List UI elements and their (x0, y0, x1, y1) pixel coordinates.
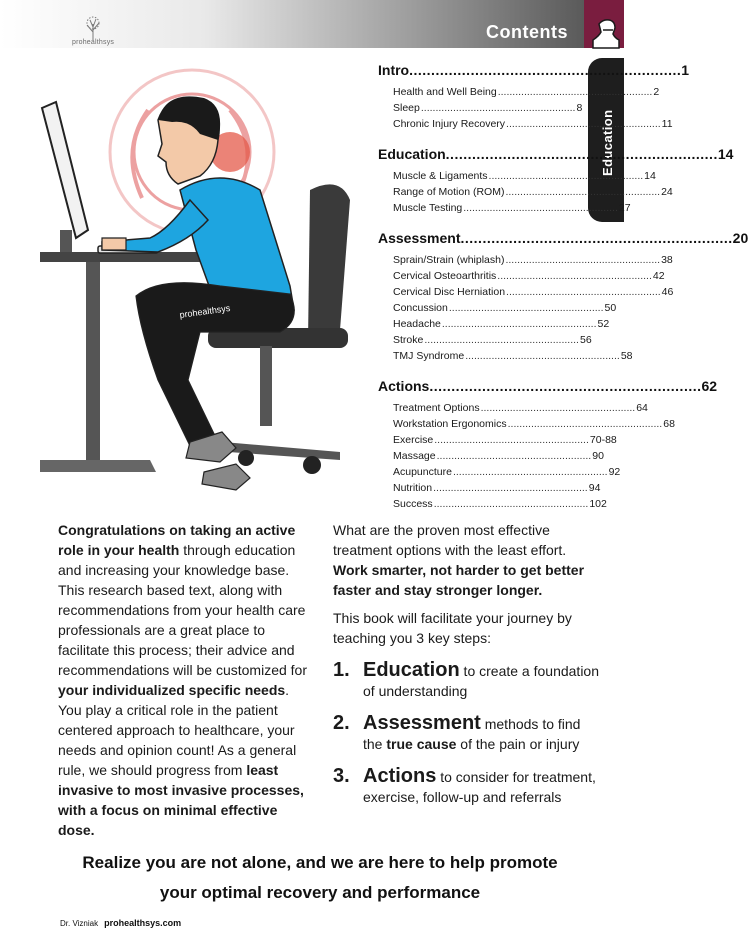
step-item-actions (333, 766, 603, 807)
closing-line-1: Realize you are not alone, and we are here to help promote (82, 853, 558, 872)
question-bold: Work smarter, not harder to get better faster and stay stronger longer. (333, 562, 585, 598)
toc-heading[interactable]: Education .............................................................. 14 (378, 146, 734, 162)
step-number: 1. (333, 659, 350, 681)
neck-profile-icon (589, 18, 621, 48)
step-text-2: of the pain or injury (456, 736, 580, 752)
table-of-contents (378, 56, 748, 520)
step-text: to consider for treatment, exercise, follow-up and referrals (363, 769, 596, 805)
closing-statement (40, 848, 600, 908)
step-bold: true cause (386, 736, 457, 752)
logo-text: prohealthsys (72, 39, 115, 46)
toc-item[interactable]: Massage ..................................................... 90 (393, 450, 604, 462)
step-item-assessment (333, 713, 603, 754)
toc-item[interactable]: Concussion ..................................................... 50 (393, 302, 617, 314)
toc-item[interactable]: Nutrition ..................................................... 94 (393, 482, 601, 494)
toc-heading[interactable]: Assessment .............................................................. 20 (378, 230, 748, 246)
footer-site-link[interactable]: prohealthsys.com (104, 918, 182, 928)
page-title: Contents (486, 22, 568, 42)
footer-author: Dr. Vizniak (60, 919, 99, 928)
step-text: methods to find the (363, 716, 581, 752)
toc-item[interactable]: Cervical Osteoarthritis ..................................................... 42 (393, 270, 665, 282)
step-item-education (333, 660, 603, 701)
toc-item[interactable]: Headache ..................................................... 52 (393, 318, 610, 330)
intro-bold-2: your individualized specific needs (58, 682, 286, 698)
journey-paragraph: This book will facilitate your journey by teaching you 3 key steps: (333, 610, 572, 646)
toc-item[interactable]: Health and Well Being ..................................................... 2 (393, 86, 660, 98)
toc-section-education (378, 140, 734, 216)
toc-item[interactable]: Muscle & Ligaments ..................................................... 14 (393, 170, 656, 182)
toc-item[interactable]: Acupuncture ..................................................... 92 (393, 466, 621, 478)
toc-heading[interactable]: Actions .............................................................. 62 (378, 378, 718, 394)
toc-item[interactable]: Sprain/Strain (whiplash) ..................................................... 38 (393, 254, 673, 266)
toc-item[interactable]: Cervical Disc Herniation ..................................................... 46 (393, 286, 674, 298)
step-number: 2. (333, 712, 350, 734)
toc-item[interactable]: Sleep ..................................................... 8 (393, 102, 583, 114)
toc-item[interactable]: Muscle Testing ..................................................... 27 (393, 202, 631, 214)
closing-line-2: your optimal recovery and performance (159, 883, 481, 902)
footer (60, 918, 181, 928)
step-text: to create a foundation of understanding (363, 663, 599, 699)
intro-bold-1: Congratulations on taking an active role in your health (58, 522, 296, 558)
toc-heading[interactable]: Intro .............................................................. 1 (378, 62, 690, 78)
toc-item[interactable]: Stroke ..................................................... 56 (393, 334, 592, 346)
intro-text-1: through education and increasing your knowledge base. This research based text, along with recommendations from your health care professionals are a great place to facilitate this process; their advice and recommendations will be customized for (58, 542, 307, 678)
toc-section-assessment (378, 224, 748, 364)
question-text: What are the proven most effective treatment options with the least effort. (333, 522, 567, 558)
step-keyword: Assessment (363, 712, 481, 734)
toc-item[interactable]: TMJ Syndrome ..................................................... 58 (393, 350, 633, 362)
step-keyword: Actions (363, 765, 437, 787)
toc-item[interactable]: Treatment Options ..................................................... 64 (393, 402, 648, 414)
toc-item[interactable]: Success ..................................................... 102 (393, 498, 607, 510)
side-tab-label: Education (600, 109, 615, 176)
toc-section-intro (378, 56, 690, 132)
step-keyword: Education (363, 659, 460, 681)
toc-item[interactable]: Range of Motion (ROM) ..................................................... 24 (393, 186, 673, 198)
ergonomics-illustration (40, 80, 375, 500)
steps-column (333, 520, 603, 807)
toc-section-actions (378, 372, 718, 512)
step-number: 3. (333, 765, 350, 787)
toc-item[interactable]: Chronic Injury Recovery ..................................................... 11 (393, 118, 673, 130)
intro-paragraph (58, 520, 314, 840)
toc-item[interactable]: Workstation Ergonomics ..................................................... 68 (393, 418, 675, 430)
question-paragraph (333, 520, 603, 600)
intro-text-2: . You play a critical role in the patient centered approach to healthcare, your needs and opinion count! As a general rule, we should progress from (58, 682, 297, 778)
pants-logo-text: prohealthsys (178, 302, 231, 320)
toc-item[interactable]: Exercise ..................................................... 70-88 (393, 434, 617, 446)
intro-bold-3: least invasive to most invasive processes, with a focus on minimal effective dose. (58, 762, 304, 838)
